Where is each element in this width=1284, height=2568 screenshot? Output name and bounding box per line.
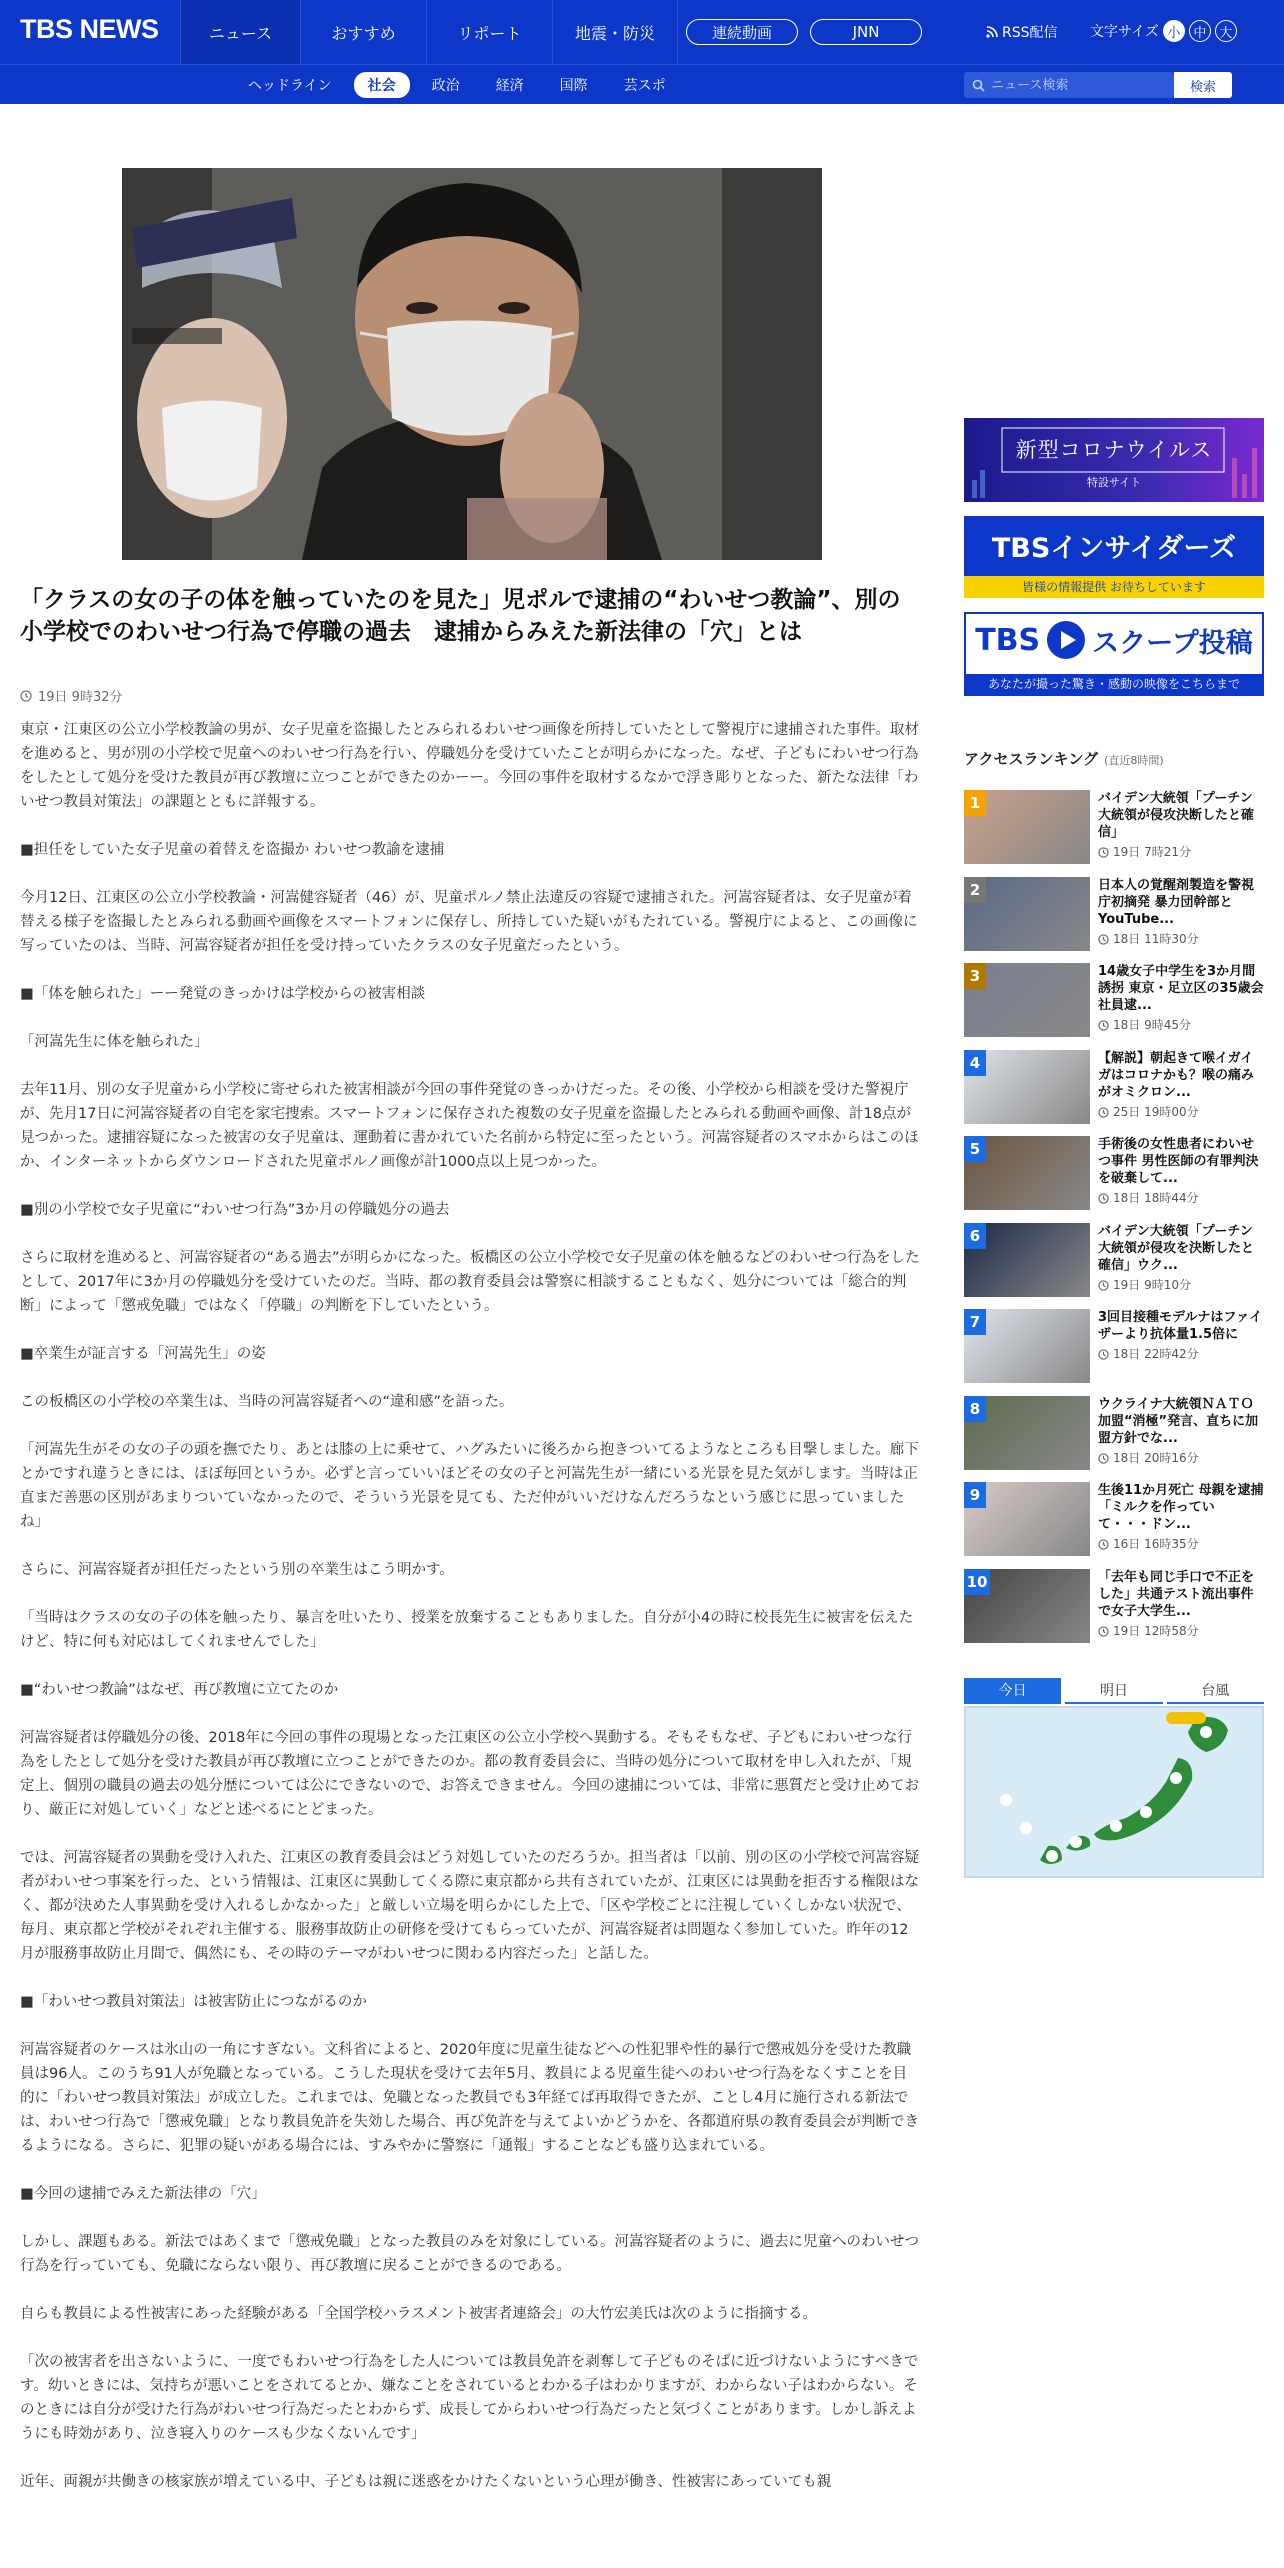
ranking-date-text: 18日 20時16分 bbox=[1113, 1450, 1199, 1465]
ranking-date-text: 19日 12時58分 bbox=[1113, 1623, 1199, 1638]
scoop-banner-title-a: TBS bbox=[975, 622, 1041, 658]
clock-icon bbox=[1098, 1349, 1109, 1360]
ranking-date-text: 25日 19時00分 bbox=[1113, 1104, 1199, 1119]
search-icon bbox=[972, 79, 985, 92]
article-paragraph: 「河嵩先生がその女の子の頭を撫でたり、あとは膝の上に乗せて、ハグみたいに後ろから抱きついてるようなところも目撃しました。廊下とかですれ違うときには、ほぼ毎回というか。必ずと言っていいほどその女の子と河嵩先生が一緒にいる光景を見た気がします。当時は正直まだ善悪の区別があまりついていなかったので、そういう光景を見ても、ただ仲がいいだけなんだろうなという感じに思っていましたね」 bbox=[20, 1442, 919, 1530]
corona-special-banner[interactable] bbox=[964, 418, 1264, 502]
ranking-date-text: 18日 11時30分 bbox=[1113, 931, 1199, 946]
scoop-banner-title-b: スクープ投稿 bbox=[1092, 627, 1253, 659]
ranking-date-text: 19日 7時21分 bbox=[1113, 845, 1191, 859]
tbs-scoop-banner[interactable] bbox=[964, 612, 1264, 696]
top-header bbox=[0, 0, 1284, 64]
ranking-text-block bbox=[1098, 1223, 1264, 1301]
ranking-thumbnail bbox=[964, 790, 1090, 864]
ranking-number: 3 bbox=[964, 963, 986, 989]
article-subheading: ■卒業生が証言する「河嵩先生」の姿 bbox=[20, 1346, 266, 1362]
ranking-text-block bbox=[1098, 963, 1264, 1041]
ranking-date bbox=[1098, 1346, 1264, 1363]
nav-report[interactable]: リポート bbox=[426, 0, 552, 64]
ranking-date bbox=[1098, 1017, 1264, 1034]
main-nav bbox=[180, 0, 678, 64]
tbs-insiders-banner[interactable] bbox=[964, 516, 1264, 598]
weather-tab-tomorrow[interactable]: 明日 bbox=[1065, 1678, 1162, 1704]
category-headline[interactable]: ヘッドライン bbox=[248, 78, 332, 94]
ranking-item[interactable] bbox=[964, 963, 1264, 1041]
news-search-input[interactable] bbox=[991, 78, 1161, 93]
sub-nav-bar bbox=[0, 64, 1284, 104]
ranking-title: 日本人の覚醒剤製造を警視庁初摘発 暴力団幹部とYouTube... bbox=[1098, 877, 1255, 927]
article-paragraph: では、河嵩容疑者の異動を受け入れた、江東区の教育委員会はどう対処していたのだろうか。担当者は「以前、別の区の小学校で河嵩容疑者がわいせつ事案を行った、という情報は、江東区に異動してくる際に東京都から共有されていたが、江東区には異動を拒否する権限はなく、都が決めた人事異動を受け入れるしかなかった」と厳しい立場を明らかにした上で、「区や学校ごとに注視していくしかない状況で、毎月、東京都と学校がそれぞれ主催する、服務事故防止の研修を受けてもらっていたが、河嵩容疑者は問題なく参加していた。昨年の12月が服務事故防止月間で、偶然にも、その時のテーマがわいせつに関わる内容だった」と話した。 bbox=[20, 1850, 919, 1962]
article-subheading: ■今回の逮捕でみえた新法律の「穴」 bbox=[20, 2186, 266, 2202]
corona-banner-title: 新型コロナウイルス bbox=[1015, 438, 1213, 462]
ranking-date bbox=[1098, 1190, 1264, 1207]
tbs-news-logo[interactable]: TBS NEWS bbox=[20, 14, 159, 44]
clock-icon bbox=[1098, 1020, 1109, 1031]
ranking-date-text: 18日 18時44分 bbox=[1113, 1191, 1199, 1205]
clock-icon bbox=[1098, 1193, 1109, 1204]
ranking-thumbnail bbox=[964, 1050, 1090, 1124]
ranking-item[interactable] bbox=[964, 1396, 1264, 1474]
ranking-title: 【解説】朝起きて喉イガイガはコロナかも？喉の痛みがオミクロン... bbox=[1098, 1050, 1255, 1100]
ranking-title-text: アクセスランキング bbox=[964, 750, 1099, 768]
category-international[interactable]: 国際 bbox=[559, 78, 588, 94]
clock-icon bbox=[1098, 1280, 1109, 1291]
ranking-date bbox=[1098, 1623, 1264, 1640]
ranking-item[interactable] bbox=[964, 1482, 1264, 1560]
access-ranking-title bbox=[964, 748, 1164, 769]
font-size-label: 文字サイズ bbox=[1090, 24, 1159, 40]
category-politics[interactable]: 政治 bbox=[431, 78, 460, 94]
article-subheading: ■「体を触られた」ーー発覚のきっかけは学校からの被害相談 bbox=[20, 986, 426, 1002]
ranking-title: バイデン大統領「プーチン大統領が侵攻を決断したと確信」ウク... bbox=[1098, 1223, 1255, 1273]
ranking-date-text: 19日 9時10分 bbox=[1113, 1277, 1191, 1292]
ranking-thumbnail bbox=[964, 1569, 1090, 1643]
category-economy[interactable]: 経済 bbox=[495, 78, 524, 94]
ranking-text-block bbox=[1098, 1136, 1264, 1214]
weather-tab-typhoon[interactable]: 台風 bbox=[1167, 1678, 1264, 1704]
clock-icon bbox=[1098, 1626, 1109, 1637]
category-society[interactable]: 社会 bbox=[354, 72, 410, 98]
nav-recommend[interactable]: おすすめ bbox=[300, 0, 426, 64]
category-entertainment-sports[interactable]: 芸スポ bbox=[623, 78, 666, 94]
ranking-title: 手術後の女性患者にわいせつ事件 男性医師の有罪判決を破棄して... bbox=[1098, 1137, 1259, 1186]
ranking-thumbnail bbox=[964, 1396, 1090, 1470]
ranking-item[interactable] bbox=[964, 1223, 1264, 1301]
font-size-small-button[interactable]: 小 bbox=[1163, 20, 1185, 42]
insiders-banner-subtitle: 皆様の情報提供 お待ちしています bbox=[964, 576, 1264, 598]
ranking-title: バイデン大統領「プーチン大統領が侵攻決断したと確信」 bbox=[1098, 791, 1255, 840]
weather-tab-today[interactable]: 今日 bbox=[964, 1678, 1061, 1704]
nav-disaster[interactable]: 地震・防災 bbox=[552, 0, 678, 64]
nav-news[interactable]: ニュース bbox=[180, 0, 300, 64]
ranking-thumbnail bbox=[964, 1223, 1090, 1297]
article-subheading: ■“わいせつ教論”はなぜ、再び教壇に立てたのか bbox=[20, 1682, 339, 1698]
ranking-text-block bbox=[1098, 790, 1264, 868]
article-paragraph: さらに、河嵩容疑者が担任だったという別の卒業生はこう明かす。 bbox=[20, 1562, 454, 1578]
article-subheading: ■別の小学校で女子児童に“わいせつ行為”3か月の停職処分の過去 bbox=[20, 1202, 450, 1218]
corona-banner-subtitle: 特設サイト bbox=[1086, 476, 1142, 489]
article-subheading: ■「わいせつ教員対策法」は被害防止につながるのか bbox=[20, 1994, 367, 2010]
ranking-text-block bbox=[1098, 1569, 1264, 1647]
ranking-number: 6 bbox=[964, 1223, 986, 1249]
ranking-text-block bbox=[1098, 1309, 1264, 1387]
ranking-date bbox=[1098, 1450, 1264, 1467]
category-nav bbox=[234, 72, 688, 98]
ranking-title: 生後11か月死亡 母親を逮捕「ミルクを作っていて・・・ドン... bbox=[1098, 1483, 1264, 1532]
ranking-thumbnail bbox=[964, 1482, 1090, 1556]
article-paragraph: 「次の被害者を出さないように、一度でもわいせつ行為をした人については教員免許を剥奪して子どものそばに近づけないようにすべきです。幼いときには、気持ちが悪いことをされてるとか、嫌なことをされているとわかる子はわかりますが、わからない子はわからない。そのときには自分が受けた行為がわいせつ行為だったとわからず、成長してからわいせつ行為だったと気づくことがあります。しかし訴えようにも時効があり、泣き寝入りのケースも少なくないんです」 bbox=[20, 2354, 919, 2442]
clock-icon bbox=[1098, 847, 1109, 858]
ranking-number: 4 bbox=[964, 1050, 986, 1076]
ranking-item[interactable] bbox=[964, 1569, 1264, 1647]
ranking-thumbnail bbox=[964, 877, 1090, 951]
insiders-banner-title: TBSインサイダーズ bbox=[991, 533, 1237, 564]
ranking-item[interactable] bbox=[964, 877, 1264, 955]
weather-tabs bbox=[964, 1678, 1264, 1704]
article-subheading: ■担任をしていた女子児童の着替えを盗撮か わいせつ教諭を逮捕 bbox=[20, 842, 445, 858]
ranking-item[interactable] bbox=[964, 1136, 1264, 1214]
ranking-number: 5 bbox=[964, 1136, 986, 1162]
clock-icon bbox=[1098, 1453, 1109, 1464]
article-paragraph: 去年11月、別の女子児童から小学校に寄せられた被害相談が今回の事件発覚のきっかけだった。その後、小学校から相談を受けた警視庁が、先月17日に河嵩容疑者の自宅を家宅捜索。スマートフォンに保存された複数の女子児童を盗撮したとみられる動画や画像、計18点が見つかった。逮捕容疑になった被害の女子児童は、運動着に書かれていた名前から特定に至ったという。河嵩容疑者のスマホからはこのほか、インターネットからダウンロードされた児童ポルノ画像が計1000点以上見つかった。 bbox=[20, 1082, 919, 1170]
ranking-thumbnail bbox=[964, 1136, 1090, 1210]
article-date-text: 19日 9時32分 bbox=[38, 690, 123, 705]
article-paragraph: 「河嵩先生に体を触られた」 bbox=[20, 1034, 209, 1050]
ranking-date-text: 18日 9時45分 bbox=[1113, 1018, 1191, 1032]
ranking-date-text: 18日 22時42分 bbox=[1113, 1347, 1199, 1361]
ranking-date bbox=[1098, 1277, 1264, 1294]
ranking-number: 9 bbox=[964, 1482, 986, 1508]
rss-link[interactable] bbox=[986, 22, 1058, 42]
article-paragraph: 近年、両親が共働きの核家族が増えている中、子どもは親に迷惑をかけたくないという心理が働き、性被害にあっていても親 bbox=[20, 2474, 832, 2490]
ranking-date bbox=[1098, 1104, 1264, 1121]
search-button[interactable]: 検索 bbox=[1174, 72, 1232, 98]
ranking-title: 14歳女子中学生を3か月間誘拐 東京・足立区の35歳会社員逮... bbox=[1098, 964, 1264, 1013]
ranking-title: ウクライナ大統領ＮＡＴＯ加盟“消極”発言、直ちに加盟方針でな... bbox=[1098, 1396, 1259, 1446]
ranking-number: 7 bbox=[964, 1309, 986, 1335]
weather-map[interactable] bbox=[964, 1706, 1264, 1878]
article-date bbox=[20, 686, 123, 705]
article-paragraph: この板橋区の小学校の卒業生は、当時の河嵩容疑者への“違和感”を語った。 bbox=[20, 1394, 514, 1410]
ranking-title: 3回目接種モデルナはファイザーより抗体量1.5倍に bbox=[1098, 1310, 1263, 1342]
ranking-date-text: 16日 16時35分 bbox=[1113, 1537, 1199, 1551]
article-paragraph: しかし、課題もある。新法ではあくまで「懲戒免職」となった教員のみを対象にしている。河嵩容疑者のように、過去に児童へのわいせつ行為を行っていても、免職にならない限り、再び教壇に戻ることができるのである。 bbox=[20, 2234, 919, 2274]
clock-icon bbox=[1098, 1107, 1109, 1118]
scoop-banner-subtitle: あなたが撮った驚き・感動の映像をこちらまで bbox=[966, 674, 1262, 694]
article-body bbox=[20, 718, 920, 2518]
ranking-number: 2 bbox=[964, 877, 986, 903]
ranking-text-block bbox=[1098, 1482, 1264, 1560]
jnn-button[interactable]: JNN bbox=[810, 19, 922, 45]
article-photo bbox=[122, 168, 822, 560]
rss-label: RSS配信 bbox=[1002, 25, 1058, 41]
clock-icon bbox=[1098, 934, 1109, 945]
article-paragraph: 自らも教員による性被害にあった経験がある「全国学校ハラスメント被害者連絡会」の大竹宏美氏は次のように指摘する。 bbox=[20, 2306, 817, 2322]
article-paragraph: 河嵩容疑者は停職処分の後、2018年に今回の事件の現場となった江東区の公立小学校へ異動する。そもそもなぜ、子どもにわいせつな行為をしたとして処分を受けた教員が再び教壇に立つことができたのか。都の教育委員会に、当時の処分について取材を申し入れたが、「規定上、個別の職員の過去の処分歴については公にできないので、お答えできません。今回の逮捕については、非常に悪質だと受け止めており、厳正に対処していく」などと述べるにとどまった。 bbox=[20, 1730, 919, 1818]
ranking-title: 「去年も同じ手口で不正をした」共通テスト流出事件で女子大学生... bbox=[1098, 1569, 1255, 1619]
font-size-large-button[interactable]: 大 bbox=[1215, 20, 1237, 42]
font-size-control bbox=[1090, 20, 1237, 42]
news-search-box bbox=[964, 72, 1174, 98]
ranking-date bbox=[1098, 1536, 1264, 1553]
ranking-item[interactable] bbox=[964, 1050, 1264, 1128]
ranking-text-block bbox=[1098, 1396, 1264, 1474]
article-paragraph: さらに取材を進めると、河嵩容疑者の“ある過去”が明らかになった。板橋区の公立小学校で女子児童の体を触るなどのわいせつ行為をしたとして、2017年に3か月の停職処分を受けていたのだ。当時、都の教育委員会は警察に相談することもなく、処分については「総合的判断」によって「懲戒免職」ではなく「停職」の判断を下していたという。 bbox=[20, 1250, 920, 1314]
ranking-date bbox=[1098, 844, 1264, 861]
article-headline: 「クラスの女の子の体を触っていたのを見た」児ポルで逮捕の“わいせつ教論”、別の小学校でのわいせつ行為で停職の過去 逮捕からみえた新法律の「穴」とは bbox=[20, 587, 901, 645]
ranking-number: 10 bbox=[964, 1569, 990, 1595]
ranking-text-block bbox=[1098, 877, 1264, 955]
ranking-number: 1 bbox=[964, 790, 986, 816]
ranking-item[interactable] bbox=[964, 790, 1264, 868]
ranking-item[interactable] bbox=[964, 1309, 1264, 1387]
ranking-date bbox=[1098, 931, 1264, 948]
clock-icon bbox=[20, 690, 32, 702]
font-size-medium-button[interactable]: 中 bbox=[1189, 20, 1211, 42]
ranking-number: 8 bbox=[964, 1396, 986, 1422]
article-paragraph: 「当時はクラスの女の子の体を触ったり、暴言を吐いたり、授業を放棄することもありました。自分が小4の時に校長先生に被害を伝えたけど、特に何も対応はしてくれませんでした」 bbox=[20, 1610, 914, 1650]
rss-icon bbox=[986, 26, 998, 38]
article-paragraph: 今月12日、江東区の公立小学校教論・河嵩健容疑者（46）が、児童ポルノ禁止法違反の容疑で逮捕された。河嵩容疑者は、女子児童が着替える様子を盗撮したとみられる動画や画像をスマートフォンに保存し、所持していた疑いがもたれている。警視庁によると、この画像に写っていたのは、当時、河嵩容疑者が担任を受け持っていたクラスの女子児童だったという。 bbox=[20, 890, 918, 954]
ranking-thumbnail bbox=[964, 963, 1090, 1037]
article-paragraph: 河嵩容疑者のケースは氷山の一角にすぎない。文科省によると、2020年度に児童生徒などへの性犯罪や性的暴行で懲戒処分を受けた教職員は96人。このうち91人が免職となっている。こうした現状を受けて去年5月、教員による児童生徒へのわいせつ行為をなくすことを目的に「わいせつ教員対策法」が成立した。これまでは、免職となった教員でも3年経てば再取得できたが、ことし4月に施行される新法では、わいせつ行為で「懲戒免職」となり教員免許を失効した場合、再び免許を与えてよいかどうかを、各都道府県の教育委員会が判断できるようになる。さらに、犯罪の疑いがある場合には、すみやかに警察に「通報」することなども盛り込まれている。 bbox=[20, 2042, 919, 2154]
play-icon bbox=[1046, 620, 1086, 660]
ranking-text-block bbox=[1098, 1050, 1264, 1128]
article-paragraph: 東京・江東区の公立小学校教論の男が、女子児童を盗撮したとみられるわいせつ画像を所持していたとして警視庁に逮捕された事件。取材を進めると、男が別の小学校で児童へのわいせつ行為を行い、停職処分を受けていたことが明らかになった。なぜ、子どもにわいせつ行為をしたとして処分を受けた教員が再び教壇に立つことができたのかーー。今回の事件を取材するなかで浮き彫りとなった、新たな法律「わいせつ教員対策法」の課題とともに詳報する。 bbox=[20, 722, 919, 810]
clock-icon bbox=[1098, 1539, 1109, 1550]
continuous-video-button[interactable]: 連続動画 bbox=[686, 19, 798, 45]
ranking-thumbnail bbox=[964, 1309, 1090, 1383]
ranking-period: (直近8時間) bbox=[1104, 754, 1164, 767]
